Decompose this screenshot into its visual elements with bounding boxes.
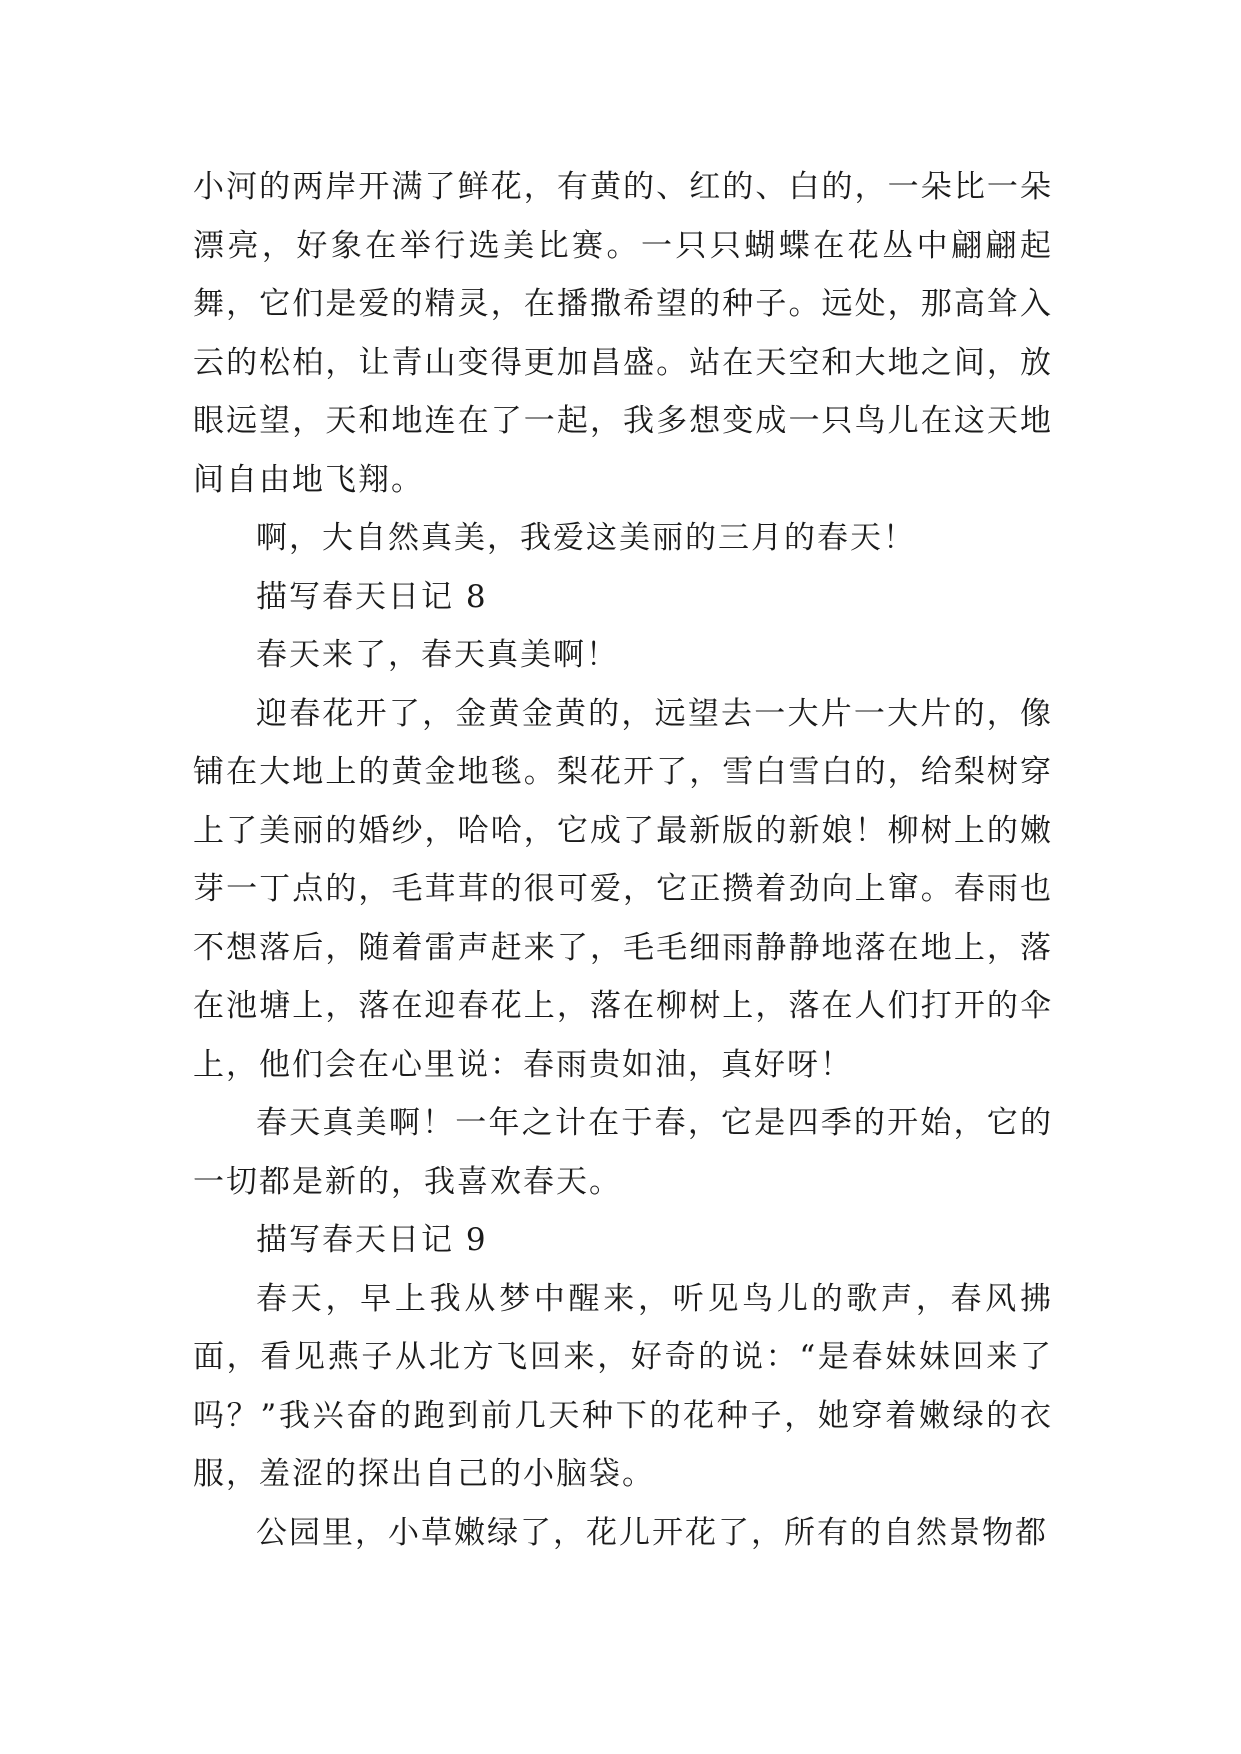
paragraph-7: 公园里，小草嫩绿了，花儿开花了，所有的自然景物都 bbox=[256, 1514, 1048, 1551]
section-heading-8: 描写春天日记 8 bbox=[256, 578, 488, 615]
paragraph-5: 春天真美啊！一年之计在于春，它是四季的开始，它的一切都是新的，我喜欢春天。 bbox=[193, 1105, 1053, 1200]
paragraph-4: 迎春花开了，金黄金黄的，远望去一大片一大片的，像铺在大地上的黄金地毯。梨花开了，雪白雪白的，给梨树穿上了美丽的婚纱，哈哈，它成了最新版的新娘！柳树上的嫩芽一丁点的，毛茸茸的很可爱，它正攒着劲向上窜。春雨也不想落后，随着雷声赶来了，毛毛细雨静静地落在地上，落在池塘上，落在迎春花上，落在柳树上，落在人们打开的伞上，他们会在心里说：春雨贵如油，真好呀！ bbox=[193, 695, 1053, 1083]
paragraph-1: 小河的两岸开满了鲜花，有黄的、红的、白的，一朵比一朵漂亮，好象在举行选美比赛。一只只蝴蝶在花丛中翩翩起舞，它们是爱的精灵，在播撒希望的种子。远处，那高耸入云的松柏，让青山变得更加昌盛。站在天空和大地之间，放眼远望，天和地连在了一起，我多想变成一只鸟儿在这天地间自由地飞翔。 bbox=[193, 169, 1053, 498]
paragraph-6: 春天，早上我从梦中醒来，听见鸟儿的歌声，春风拂面，看见燕子从北方飞回来，好奇的说：“是春妹妹回来了吗？”我兴奋的跑到前几天种下的花种子，她穿着嫩绿的衣服，羞涩的探出自己的小脑袋。 bbox=[193, 1280, 1053, 1492]
paragraph-3: 春天来了，春天真美啊！ bbox=[256, 637, 619, 673]
paragraph-2: 啊，大自然真美，我爱这美丽的三月的春天！ bbox=[256, 520, 916, 556]
document-body bbox=[193, 158, 1053, 1562]
section-heading-9: 描写春天日记 9 bbox=[256, 1222, 488, 1258]
